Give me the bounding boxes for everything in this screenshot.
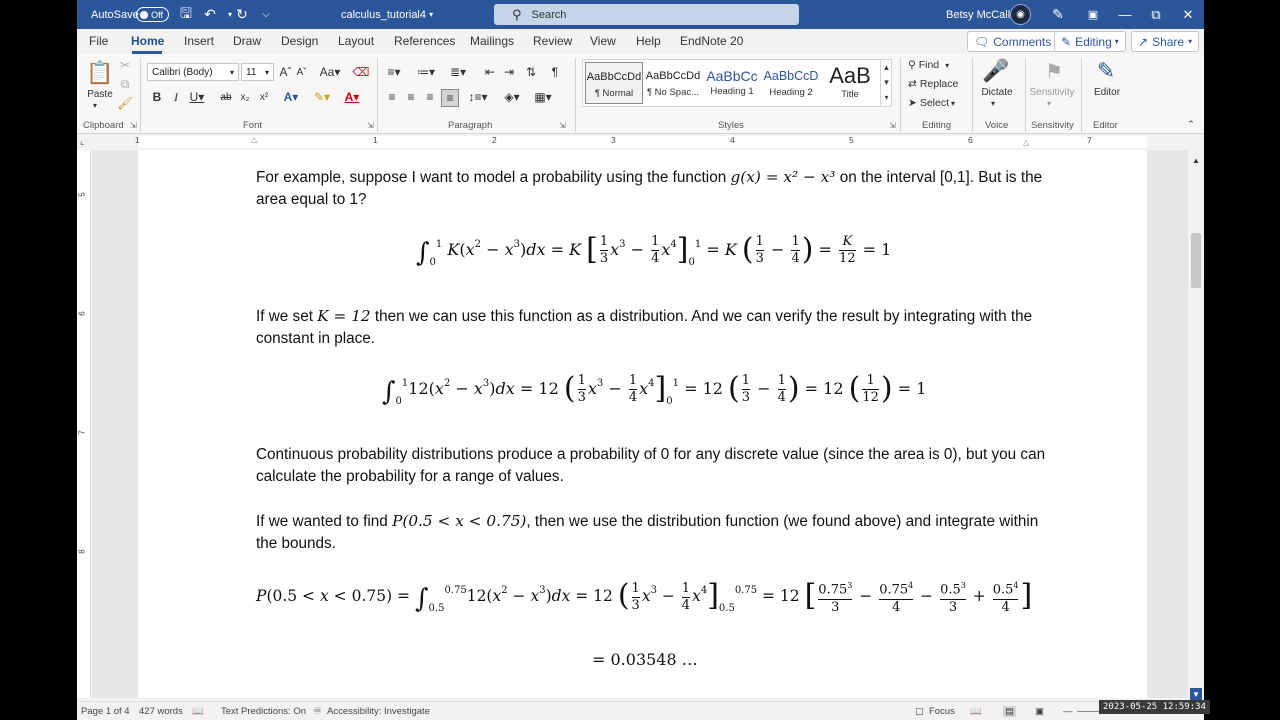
scroll-up-icon[interactable]: ▲	[1192, 155, 1200, 165]
ruler-number: 2	[492, 135, 497, 145]
font-launcher-icon[interactable]: ⇲	[367, 121, 374, 130]
search-placeholder: Search	[531, 8, 567, 21]
shrink-font-icon[interactable]: Aˇ	[296, 66, 307, 78]
sensitivity-icon[interactable]: ⚑	[1045, 60, 1063, 83]
right-indent-marker-icon[interactable]: △	[1023, 138, 1030, 147]
microphone-icon[interactable]: 🎤	[982, 58, 1010, 83]
editor-icon[interactable]: ✎	[1096, 58, 1116, 83]
tab-file[interactable]: File	[89, 34, 109, 48]
paste-label: Paste	[87, 89, 113, 100]
line-spacing-icon[interactable]: ↕≡▾	[468, 90, 488, 104]
style-name: Heading 2	[769, 87, 813, 98]
style-name: ¶ Normal	[594, 88, 634, 99]
style-sample: AaBbCcD	[763, 69, 819, 83]
style-sample: AaBbCc	[706, 68, 758, 84]
vruler-number: 8	[77, 549, 87, 554]
equation-result[interactable]: = 0.03548 …	[592, 650, 698, 669]
comments-label: Comments	[993, 34, 1052, 49]
superscript-icon[interactable]: x²	[259, 91, 269, 103]
text-predictions[interactable]: Text Predictions: On	[221, 706, 307, 717]
separator	[575, 58, 576, 132]
tab-references[interactable]: References	[394, 34, 456, 48]
multilevel-list-icon[interactable]: ≣▾	[449, 65, 467, 79]
separator	[900, 58, 901, 132]
customize-toolbar-icon[interactable]: ⌵	[262, 9, 270, 20]
show-formatting-icon[interactable]: ¶	[551, 65, 559, 79]
accessibility-icon: ♾	[313, 706, 322, 717]
tab-mailings[interactable]: Mailings	[470, 34, 515, 48]
copy-icon[interactable]: ⧉	[120, 76, 130, 91]
font-group-label: Font	[243, 120, 263, 131]
replace-label: Replace	[919, 78, 959, 90]
equation-3[interactable]: $P(0.5 < x < 0.75) = \int_{0.5}^{0.75}12(x^2 - x^3)dx = 12$ ( $\frac{1}{3}$ $x^3$ − $\frac{1}{4}$ $x^4]_{0.5}^{0.75} = 12$ [ $\frac{0.75^3}{3}$ − $\frac{0.75^4}{4}$ − $\frac{0.5^3}{3}$ + $\frac{0.5^4}{4}$ ]	[256, 578, 1033, 615]
page-count[interactable]: Page 1 of 4	[81, 706, 130, 717]
styles-scroll[interactable]: ▲ ▼ ▾	[880, 60, 892, 106]
separator	[1081, 58, 1082, 132]
font-name-combo[interactable]: Calibri (Body) ▾	[147, 63, 239, 81]
timestamp-overlay: 2023-05-25 12:59:34	[1099, 700, 1210, 714]
tab-design[interactable]: Design	[281, 34, 319, 48]
sensitivity-group-label: Sensitivity	[1031, 120, 1074, 131]
ruler-number: 3	[611, 135, 616, 145]
ruler-number: 6	[968, 135, 973, 145]
paragraph-group-label: Paragraph	[448, 120, 493, 131]
sort-icon[interactable]: ⇅	[525, 65, 537, 79]
minimize-button[interactable]: —	[1118, 7, 1132, 22]
user-name: Betsy McCall	[946, 8, 1011, 21]
replace-button[interactable]	[908, 76, 958, 92]
inline-equation: g(x) = x² − x³	[730, 168, 836, 186]
style-name: Title	[841, 89, 859, 100]
tab-draw[interactable]: Draw	[233, 34, 262, 48]
tab-home[interactable]: Home	[131, 34, 165, 48]
collapse-ribbon-icon[interactable]: ⌃	[1187, 118, 1195, 129]
ruler-number: 5	[849, 135, 854, 145]
autosave-state: Off	[151, 9, 163, 20]
tab-help[interactable]: Help	[636, 34, 661, 48]
pen-icon[interactable]: ✎	[1052, 6, 1064, 22]
editing-label: Editing	[1075, 34, 1112, 49]
document-area[interactable]	[92, 150, 1188, 698]
inline-equation: P(0.5 < x < 0.75)	[392, 512, 527, 530]
focus-icon[interactable]: ▢	[915, 706, 924, 717]
strikethrough-icon[interactable]: ab	[220, 91, 232, 103]
autosave-label: AutoSave	[91, 8, 139, 21]
clear-formatting-icon[interactable]: ⌫	[352, 65, 370, 79]
tab-endnote[interactable]: EndNote 20	[680, 34, 744, 48]
restore-button[interactable]: ⧉	[1151, 6, 1161, 22]
tab-view[interactable]: View	[590, 34, 616, 48]
accessibility-status[interactable]: Accessibility: Investigate	[327, 706, 430, 717]
ruler-number: 1	[373, 135, 378, 145]
bold-icon[interactable]: B	[152, 90, 162, 104]
separator	[1025, 58, 1026, 132]
inline-equation: K = 12	[317, 307, 371, 325]
title-bar	[77, 0, 1204, 29]
subscript-icon[interactable]: x₂	[240, 91, 250, 103]
voice-group-label: Voice	[985, 120, 1009, 131]
ruler-page	[138, 136, 1147, 148]
vertical-ruler	[77, 150, 91, 698]
find-label: Find	[918, 59, 940, 71]
indent-marker-icon[interactable]: △	[251, 135, 258, 144]
tab-review[interactable]: Review	[533, 34, 573, 48]
document-page[interactable]	[138, 150, 1147, 698]
grow-font-icon[interactable]: Aˆ	[279, 65, 292, 79]
numbering-icon[interactable]: ≔▾	[416, 65, 436, 79]
sensitivity-dropdown-icon[interactable]: ▾	[1047, 99, 1052, 108]
styles-launcher-icon[interactable]: ⇲	[889, 121, 896, 130]
scroll-thumb[interactable]	[1191, 233, 1201, 288]
search-box[interactable]	[494, 4, 799, 25]
editor-group-label: Editor	[1093, 120, 1118, 131]
ribbon	[77, 54, 1204, 134]
ruler-number: 4	[730, 135, 735, 145]
paragraph-1[interactable]: For example, suppose I want to model a probability using the function g(x) = x² − x³ on the interval [0,1]. But is the area equal to 1?	[256, 168, 1043, 208]
ruler-number: 1	[135, 135, 140, 145]
save-icon[interactable]: 🖫	[180, 4, 192, 21]
editing-mode-button[interactable]: ✎ Editing ▾	[1054, 31, 1126, 52]
comments-button[interactable]	[967, 31, 1058, 52]
ribbon-display-icon[interactable]: ▣	[1087, 9, 1099, 21]
share-icon: ↗	[1138, 34, 1149, 49]
vruler-number: 6	[77, 311, 87, 316]
cut-icon[interactable]: ✂	[119, 58, 131, 72]
editor-button-label: Editor	[1093, 87, 1121, 98]
highlight-icon[interactable]: ✎▾	[313, 90, 331, 104]
decrease-indent-icon[interactable]: ⇤	[484, 65, 496, 79]
style-sample: AaB	[829, 63, 871, 88]
style-name: ¶ No Spac...	[646, 87, 700, 98]
word-count[interactable]: 427 words	[139, 706, 183, 717]
find-icon: ⚲	[908, 59, 916, 71]
sensitivity-button-label: Sensitivity	[1029, 87, 1075, 98]
style-heading-1[interactable]	[703, 62, 761, 104]
share-button[interactable]: ↗ Share ▾	[1131, 31, 1199, 52]
read-mode-icon[interactable]: 📖	[970, 706, 982, 717]
align-left-icon[interactable]: ≡	[388, 90, 396, 104]
editing-group-label: Editing	[922, 120, 952, 131]
paragraph-4[interactable]: If we wanted to find P(0.5 < x < 0.75), then we use the distribution function (we found above) and integrate within the bounds.	[256, 512, 1039, 552]
status-bar	[77, 701, 1204, 720]
clipboard-group-label: Clipboard	[83, 120, 124, 131]
tab-layout[interactable]: Layout	[338, 34, 375, 48]
avatar[interactable]: ◉	[1010, 4, 1031, 25]
italic-icon[interactable]: I	[174, 89, 178, 104]
scroll-down-icon[interactable]: ▼	[1190, 688, 1202, 700]
borders-icon[interactable]: ▦▾	[534, 90, 552, 104]
proofing-icon[interactable]: 📖	[192, 706, 204, 717]
paragraph-2[interactable]: If we set K = 12 then we can use this function as a distribution. And we can verify the result by integrating with the constant in place.	[256, 307, 1033, 347]
vruler-number: 5	[77, 192, 87, 197]
cursor-icon: ➤	[908, 97, 917, 109]
share-label: Share	[1152, 34, 1185, 49]
clipboard-launcher-icon[interactable]: ⇲	[130, 121, 137, 130]
font-color-icon[interactable]: A▾	[344, 90, 360, 104]
document-title[interactable]: calculus_tutorial4 ▾	[341, 8, 434, 21]
separator	[377, 58, 378, 132]
tab-insert[interactable]: Insert	[184, 34, 215, 48]
ribbon-tabs	[77, 29, 1204, 54]
increase-indent-icon[interactable]: ⇥	[503, 65, 515, 79]
bullets-icon[interactable]: ≡▾	[387, 65, 401, 79]
comments-icon: 🗨	[974, 34, 990, 49]
styles-group-label: Styles	[718, 120, 744, 131]
text-effects-icon[interactable]: A▾	[283, 90, 299, 104]
dictate-dropdown-icon[interactable]: ▾	[991, 99, 996, 108]
zoom-out-icon[interactable]: —	[1063, 706, 1073, 717]
web-layout-icon[interactable]: ▣	[1035, 706, 1044, 717]
horizontal-ruler[interactable]	[77, 134, 1204, 150]
autosave-toggle[interactable]	[136, 7, 169, 22]
search-icon: ⚲	[512, 6, 522, 22]
paragraph-launcher-icon[interactable]: ⇲	[559, 121, 566, 130]
select-button[interactable]: ➤ Select ▾	[908, 97, 956, 109]
undo-dropdown-icon[interactable]: ▾	[227, 10, 232, 19]
format-painter-icon[interactable]: 🖌	[117, 96, 133, 110]
paste-dropdown-icon[interactable]: ▾	[93, 101, 98, 110]
equation-1[interactable]: $\int_0^1$ $K(x^2 - x^3)dx = K$ [ $\frac{1}{3}$ $x^3$ − $\frac{1}{4}$ $x^4]_0^1 = K$ ( $\frac{1}{3}$ − $\frac{1}{4}$ ) = $\frac{K}{12}$ = 1	[416, 232, 892, 268]
styles-gallery	[582, 59, 892, 107]
change-case-icon[interactable]: Aa▾	[319, 65, 341, 79]
dictate-label: Dictate	[981, 87, 1013, 98]
style-name: Heading 1	[710, 86, 754, 97]
style-title[interactable]	[821, 62, 879, 104]
justify-icon[interactable]: ≡	[441, 89, 459, 107]
font-size-combo[interactable]: 11 ▾	[241, 63, 274, 81]
pencil-icon: ✎	[1061, 34, 1072, 49]
word-window	[77, 0, 1204, 720]
ruler-number: 7	[1087, 135, 1092, 145]
select-label: Select	[919, 97, 949, 109]
close-button[interactable]: ✕	[1182, 6, 1194, 22]
separator	[140, 58, 141, 132]
vruler-number: 7	[77, 430, 87, 435]
paragraph-3[interactable]: Continuous probability distributions produce a probability of 0 for any discrete value (since the area is 0), but you can calculate the probability for a range of values.	[256, 446, 1046, 485]
style-sample: AaBbCcDd	[645, 70, 701, 82]
style-no-spacing[interactable]	[644, 62, 702, 104]
equation-2[interactable]: $\int_0^112(x^2 - x^3)dx = 12$ ( $\frac{1}{3}$ $x^3$ − $\frac{1}{4}$ $x^4]_0^1 = 12$ ( $\frac{1}{3}$ − $\frac{1}{4}$ ) = 12 ( $\frac{1}{12}$ ) = 1	[382, 371, 927, 407]
paste-icon[interactable]: 📋	[86, 60, 114, 85]
print-layout-icon[interactable]: ▤	[1005, 706, 1014, 717]
find-button[interactable]: ⚲ Find ▾	[908, 59, 950, 71]
redo-icon[interactable]: ↻	[236, 6, 248, 22]
tab-selector-icon[interactable]: ⌞	[80, 136, 85, 146]
shading-icon[interactable]: ◈▾	[504, 90, 520, 104]
underline-icon[interactable]: U▾	[189, 90, 205, 104]
style-sample: AaBbCcDd	[586, 71, 642, 83]
vertical-scrollbar[interactable]	[1188, 150, 1204, 698]
align-right-icon[interactable]: ≡	[426, 90, 434, 104]
replace-icon: ⇄	[908, 78, 917, 90]
style-normal[interactable]	[585, 62, 643, 104]
style-heading-2[interactable]	[762, 62, 820, 104]
focus-label[interactable]: Focus	[929, 706, 955, 717]
separator	[972, 58, 973, 132]
align-center-icon[interactable]: ≡	[407, 90, 415, 104]
undo-icon[interactable]: ↶	[204, 6, 216, 22]
